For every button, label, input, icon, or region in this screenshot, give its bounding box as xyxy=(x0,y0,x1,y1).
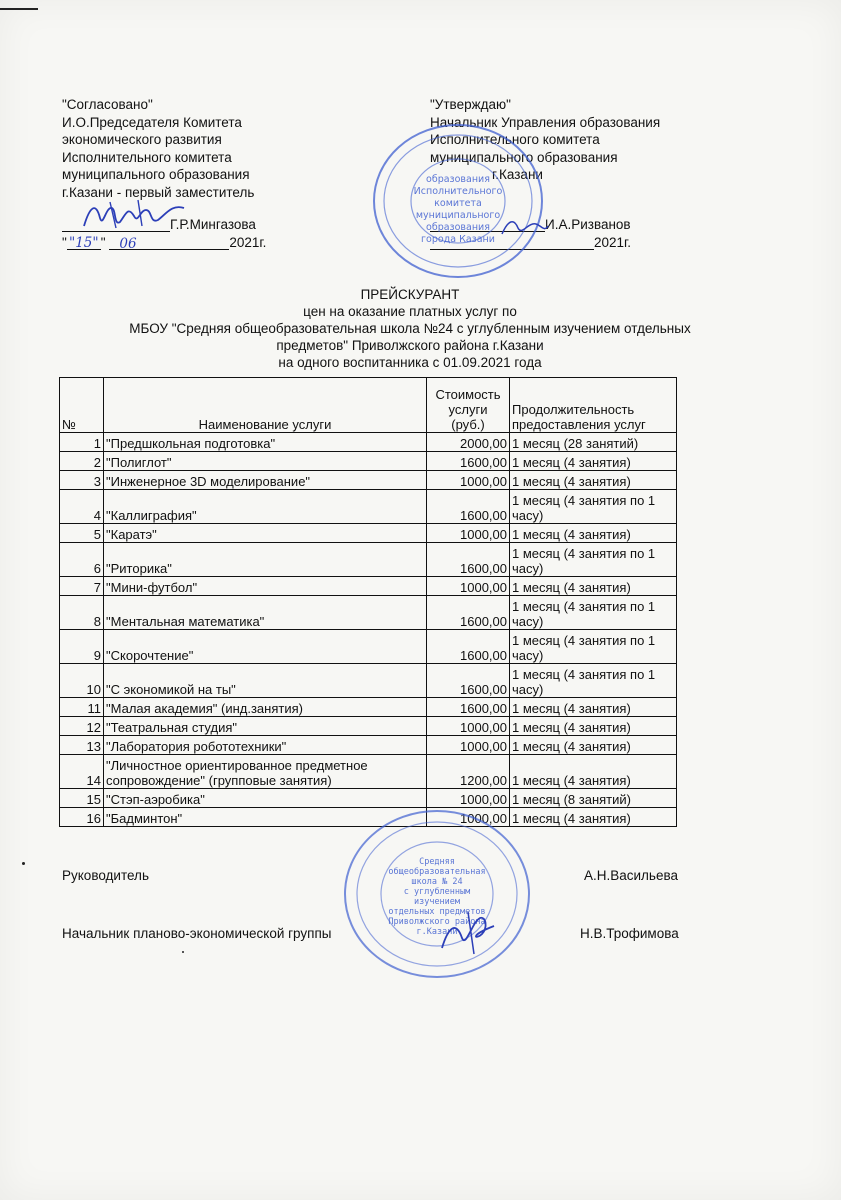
document-subtitle: цен на оказание платных услуг по xyxy=(303,304,517,319)
row-num: 9 xyxy=(60,630,104,664)
row-duration: 1 месяц (4 занятия по 1 часу) xyxy=(510,664,677,698)
approval-right-line: Начальник Управления образования xyxy=(430,114,661,130)
approval-left-date-year: 2021г. xyxy=(229,235,267,250)
row-duration: 1 месяц (4 занятия) xyxy=(510,717,677,736)
header-duration xyxy=(510,378,677,433)
row-duration: 1 месяц (8 занятий) xyxy=(510,789,677,808)
row-num: 13 xyxy=(60,736,104,755)
row-duration: 1 месяц (4 занятия) xyxy=(510,698,677,717)
approval-left-line: г.Казани - первый заместитель xyxy=(62,184,255,200)
row-name: "Инженерное 3D моделирование" xyxy=(104,471,427,490)
header-duration-line: Продолжительность xyxy=(512,402,635,417)
table-row xyxy=(60,471,677,490)
header-cost-line: Стоимость xyxy=(435,387,501,402)
approval-left-date-line: " "15" " 06 2021г. xyxy=(62,235,267,252)
stamp-top-line: образования xyxy=(426,222,490,233)
row-name: "Малая академия" (инд.занятия) xyxy=(104,698,427,717)
stamp-top-line: образования xyxy=(426,174,490,185)
footer-economist-name: Н.В.Трофимова xyxy=(580,926,679,941)
table-row xyxy=(60,596,677,630)
stamp-bottom-line: Средняя xyxy=(419,857,455,867)
row-cost: 1000,00 xyxy=(427,524,510,543)
row-cost: 1600,00 xyxy=(427,664,510,698)
stamp-bottom-line: школа № 24 xyxy=(411,877,463,887)
row-duration: 1 месяц (4 занятия) xyxy=(510,524,677,543)
stamp-bottom-line: г.Казани xyxy=(416,927,458,937)
row-name: "Мини-футбол" xyxy=(104,577,427,596)
scan-speck xyxy=(22,862,25,865)
row-num: 15 xyxy=(60,789,104,808)
row-num: 6 xyxy=(60,543,104,577)
document-basis: на одного воспитанника с 01.09.2021 года xyxy=(278,355,542,370)
approval-left-line: муниципального образования xyxy=(62,167,250,182)
row-name: "Каллиграфия" xyxy=(104,490,427,524)
approval-right-heading: "Утверждаю" xyxy=(430,97,511,112)
table-row xyxy=(60,524,677,543)
stamp-bottom-line: с углубленным xyxy=(403,887,471,897)
row-cost: 1600,00 xyxy=(427,452,510,471)
row-name: "Лаборатория робототехники" xyxy=(104,736,427,755)
row-duration: 1 месяц (4 занятия) xyxy=(510,452,677,471)
row-duration: 1 месяц (28 занятий) xyxy=(510,433,677,452)
row-name: "Каратэ" xyxy=(104,524,427,543)
stamp-bottom-line: Приволжского района xyxy=(388,917,486,927)
row-cost: 1600,00 xyxy=(427,490,510,524)
row-cost: 1000,00 xyxy=(427,577,510,596)
stamp-bottom-line: отдельных предметов xyxy=(388,907,486,917)
stamp-top-line: муниципального xyxy=(415,210,501,221)
row-cost: 1600,00 xyxy=(427,630,510,664)
table-row xyxy=(60,433,677,452)
row-duration: 1 месяц (4 занятия) xyxy=(510,808,677,827)
approval-right-line: Исполнительного комитета xyxy=(430,132,600,147)
document-title-block xyxy=(30,286,790,371)
table-row xyxy=(60,630,677,664)
approval-right-line: муниципального образования xyxy=(430,149,618,165)
row-name: "Предшкольная подготовка" xyxy=(104,433,427,452)
table-row xyxy=(60,577,677,596)
stamp-bottom-line: изучением xyxy=(413,897,461,907)
row-name: "Театральная студия" xyxy=(104,717,427,736)
row-duration: 1 месяц (4 занятия) xyxy=(510,736,677,755)
row-num: 1 xyxy=(60,433,104,452)
stamp-top-line: комитета xyxy=(434,198,482,209)
header-cost xyxy=(427,378,510,433)
footer-economist-title: Начальник планово-экономической группы xyxy=(62,926,332,941)
stamp-bottom-line: общеобразовательная xyxy=(388,867,486,877)
document-title: ПРЕЙСКУРАНТ xyxy=(360,287,460,302)
approval-right-line: г.Казани xyxy=(492,167,543,182)
row-duration: 1 месяц (4 занятия) xyxy=(510,471,677,490)
row-name: "Скорочтение" xyxy=(104,630,427,664)
row-cost: 1000,00 xyxy=(427,808,510,827)
row-num: 8 xyxy=(60,596,104,630)
row-cost: 1200,00 xyxy=(427,755,510,789)
row-cost: 1000,00 xyxy=(427,789,510,808)
table-row xyxy=(60,664,677,698)
row-num: 16 xyxy=(60,808,104,827)
header-cost-line: услуги xyxy=(448,402,488,417)
table-row xyxy=(60,543,677,577)
row-name: "Ментальная математика" xyxy=(104,596,427,630)
footer-director-name: А.Н.Васильева xyxy=(584,868,679,883)
row-cost: 1600,00 xyxy=(427,596,510,630)
row-name: "С экономикой на ты" xyxy=(104,664,427,698)
stamp-school-seal xyxy=(342,808,532,980)
stamp-top-line: города Казани xyxy=(421,234,495,245)
approval-left-date-month: 06 xyxy=(109,236,229,250)
row-name: "Полиглот" xyxy=(104,452,427,471)
row-duration: 1 месяц (4 занятия по 1 часу) xyxy=(510,596,677,630)
row-duration: 1 месяц (4 занятия) xyxy=(510,755,677,789)
row-num: 7 xyxy=(60,577,104,596)
table-row xyxy=(60,490,677,524)
corner-mark xyxy=(0,8,38,10)
row-duration: 1 месяц (4 занятия по 1 часу) xyxy=(510,630,677,664)
row-cost: 1000,00 xyxy=(427,736,510,755)
row-num: 11 xyxy=(60,698,104,717)
row-name: "Бадминтон" xyxy=(104,808,427,827)
row-name: "Стэп-аэробика" xyxy=(104,789,427,808)
document-organization-line2: предметов" Приволжского района г.Казани xyxy=(276,338,544,353)
table-row xyxy=(60,698,677,717)
row-cost: 1000,00 xyxy=(427,471,510,490)
row-name: "Риторика" xyxy=(104,543,427,577)
row-cost: 1600,00 xyxy=(427,698,510,717)
row-num: 2 xyxy=(60,452,104,471)
signature-rizvanov xyxy=(500,214,550,240)
approval-left-line: Исполнительного комитета xyxy=(62,149,232,165)
stamp-top-line: Исполнительного xyxy=(413,186,503,197)
row-duration: 1 месяц (4 занятия по 1 часу) xyxy=(510,543,677,577)
approval-left-heading: "Согласовано" xyxy=(62,97,153,112)
table-row xyxy=(60,736,677,755)
row-cost: 1000,00 xyxy=(427,717,510,736)
price-table xyxy=(59,377,677,827)
row-cost: 1600,00 xyxy=(427,543,510,577)
approval-left-line: экономического развития xyxy=(62,132,222,147)
approval-left-block xyxy=(62,96,254,201)
row-duration: 1 месяц (4 занятия по 1 часу) xyxy=(510,490,677,524)
row-num: 5 xyxy=(60,524,104,543)
stamp-education-department xyxy=(372,122,544,280)
row-num: 3 xyxy=(60,471,104,490)
table-row xyxy=(60,717,677,736)
header-cost-line: (руб.) xyxy=(451,417,485,432)
footer-director-title: Руководитель xyxy=(62,868,149,883)
header-name: Наименование услуги xyxy=(104,378,427,433)
row-num: 14 xyxy=(60,755,104,789)
signature-director xyxy=(438,908,498,958)
approval-right-date-year: 2021г. xyxy=(594,235,632,250)
row-num: 10 xyxy=(60,664,104,698)
table-row xyxy=(60,755,677,789)
header-num: № xyxy=(60,378,104,433)
row-cost: 2000,00 xyxy=(427,433,510,452)
approval-left-signatory: Г.Р.Мингазова xyxy=(170,217,256,232)
row-duration: 1 месяц (4 занятия) xyxy=(510,577,677,596)
row-num: 12 xyxy=(60,717,104,736)
document-organization-line1: МБОУ "Средняя общеобразовательная школа №24 с углубленным изучением отдельных xyxy=(129,321,691,336)
approval-left-date-day: "15" xyxy=(67,235,101,250)
approval-right-signatory: И.А.Ризванов xyxy=(545,217,631,232)
approval-left-line: И.О.Председателя Комитета xyxy=(62,114,242,130)
signature-mingazova xyxy=(80,196,190,236)
row-name: "Личностное ориентированное предметное сопровождение" (групповые занятия) xyxy=(104,755,427,789)
table-header-row xyxy=(60,378,677,433)
row-num: 4 xyxy=(60,490,104,524)
table-row xyxy=(60,452,677,471)
header-duration-line: предоставления услуг xyxy=(512,417,646,432)
scan-speck xyxy=(182,951,184,953)
table-row xyxy=(60,789,677,808)
